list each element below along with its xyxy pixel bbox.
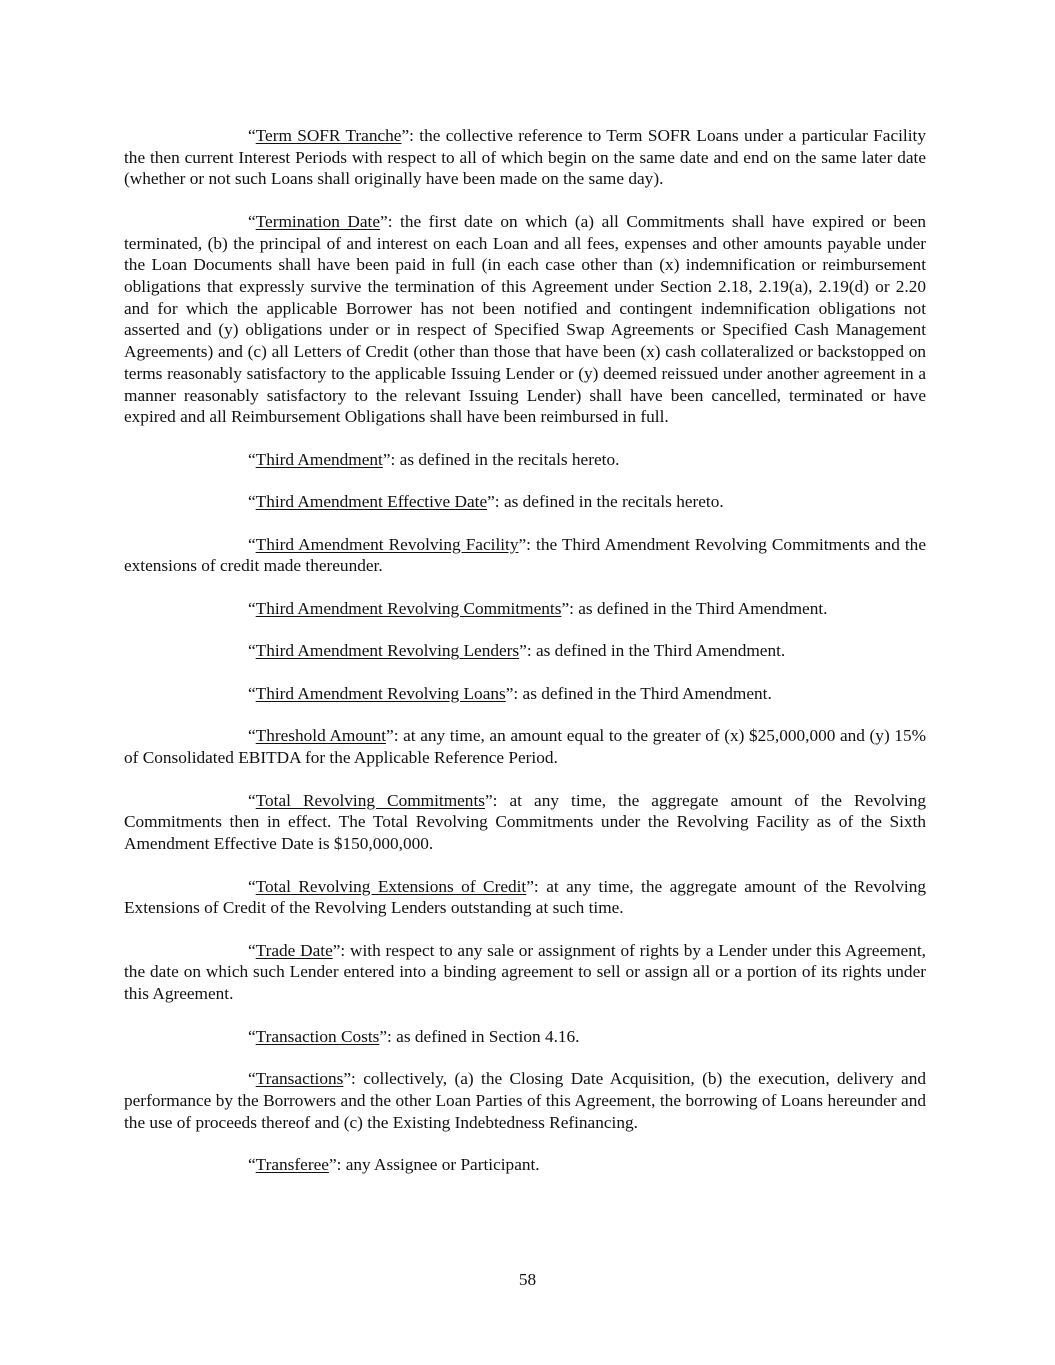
definition-third-amendment-revolving-lenders: “Third Amendment Revolving Lenders”: as defined in the Third Amendment.	[248, 641, 786, 661]
defined-term: Threshold Amount	[255, 726, 387, 746]
definition-text: as defined in the Third Amendment.	[578, 598, 828, 618]
definition-threshold-amount: “Threshold Amount”: at any time, an amount equal to the greater of (x) $25,000,000 and (y) 15% of Consolidated EBITDA for the Applicable Reference Period.	[124, 726, 926, 768]
definition-third-amendment: “Third Amendment”: as defined in the recitals hereto.	[248, 449, 620, 469]
defined-term: Transactions	[255, 1069, 344, 1089]
definition-text: as defined in the recitals hereto.	[399, 449, 620, 469]
defined-term: Third Amendment Effective Date	[255, 492, 488, 512]
defined-term: Third Amendment Revolving Facility	[255, 534, 519, 554]
definition-trade-date: “Trade Date”: with respect to any sale or assignment of rights by a Lender under this Agreement, the date on which such Lender entered into a binding agreement to sell or assign all or a portion of its rights under this Agreement.	[124, 940, 926, 1004]
definition-text: as defined in the Third Amendment.	[535, 641, 786, 661]
definition-text: at any time, the aggregate amount of the Revolving Extensions of Credit of the Revolving Lenders outstanding at such time.	[124, 876, 927, 918]
definition-text: as defined in the Third Amendment.	[522, 683, 772, 703]
definition-transactions: “Transactions”: collectively, (a) the Closing Date Acquisition, (b) the execution, delivery and performance by the Borrowers and the other Loan Parties of this Agreement, the borrowing of Loans hereunder and the use of proceeds thereof and (c) the Existing Indebtedness Refinancing.	[124, 1069, 926, 1132]
defined-term: Third Amendment Revolving Loans	[255, 683, 506, 703]
defined-term: Third Amendment Revolving Lenders	[255, 641, 520, 661]
definition-text: collectively, (a) the Closing Date Acquisition, (b) the execution, delivery and performance by the Borrowers and the other Loan Parties of this Agreement, the borrowing of Loans hereunder and the use of proceeds thereof and (c) the Existing Indebtedness Refinancing.	[124, 1069, 926, 1132]
page-number: 58	[518, 1270, 537, 1289]
definition-text: with respect to any sale or assignment of rights by a Lender under this Agreement, the date on which such Lender entered into a binding agreement to sell or assign all or a portion of its rights under this Agreement.	[124, 940, 926, 1004]
definition-term-sofr-tranche: “Term SOFR Tranche”: the collective reference to Term SOFR Loans under a particular Facility the then current Interest Periods with respect to all of which begin on the same date and end on the same later date (whether or not such Loans shall originally have been made on the same day).	[124, 126, 926, 189]
defined-term: Termination Date	[255, 211, 381, 231]
definition-text: the collective reference to Term SOFR Loans under a particular Facility the then current Interest Periods with respect to all of which begin on the same date and end on the same later date (whether or not such Loans shall originally have been made on the same day).	[124, 126, 926, 189]
defined-term: Transaction Costs	[255, 1026, 380, 1046]
definition-third-amendment-revolving-commitments: “Third Amendment Revolving Commitments”: as defined in the Third Amendment.	[248, 598, 828, 618]
defined-term: Third Amendment	[255, 449, 383, 469]
defined-term: Transferee	[255, 1155, 329, 1175]
definition-transferee: “Transferee”: any Assignee or Participant.	[248, 1155, 540, 1175]
definitions-list	[124, 125, 926, 1197]
defined-term: Total Revolving Commitments	[255, 790, 485, 810]
defined-term: Trade Date	[255, 940, 333, 960]
definition-text: the first date on which (a) all Commitments shall have expired or been terminated, (b) the principal of and interest on each Loan and all fees, expenses and other amounts payable under the Loan Documents shall have been paid in full (in each case other than (x) indemnification or reimbursement obligations that expressly survive the termination of this Agreement under Section 2.18, 2.19(a), 2.19(d) or 2.20 and for which the applicable Borrower has not been notified and contingent indemnification obligations not asserted and (y) obligations under or in respect of Specified Swap Agreements or Specified Cash Management Agreements) and (c) all Letters of Credit (other than those that have been (x) cash collateralized or backstopped on terms reasonably satisfactory to the applicable Issuing Lender or (y) deemed reissued under another agreement in a manner reasonably satisfactory to the relevant Issuing Lender) shall have been cancelled, terminated or have expired and all Reimbursement Obligations shall have been reimbursed in full.	[124, 211, 926, 427]
defined-term: Term SOFR Tranche	[255, 126, 402, 145]
definition-text: as defined in the recitals hereto.	[503, 492, 724, 512]
definition-text: any Assignee or Participant.	[345, 1155, 540, 1175]
defined-term: Total Revolving Extensions of Credit	[255, 876, 527, 896]
defined-term: Third Amendment Revolving Commitments	[255, 598, 562, 618]
definition-total-revolving-commitments: “Total Revolving Commitments”: at any time, the aggregate amount of the Revolving Commitments then in effect. The Total Revolving Commitments under the Revolving Facility as of the Sixth Amendment Effective Date is $150,000,000.	[124, 790, 927, 854]
definition-text: at any time, the aggregate amount of the Revolving Commitments then in effect. The Total Revolving Commitments under the Revolving Facility as of the Sixth Amendment Effective Date is $150,000,000.	[124, 790, 927, 854]
definition-total-revolving-extensions-of-credit: “Total Revolving Extensions of Credit”: at any time, the aggregate amount of the Revolving Extensions of Credit of the Revolving Lenders outstanding at such time.	[124, 876, 927, 918]
definition-text: at any time, an amount equal to the greater of (x) $25,000,000 and (y) 15% of Consolidated EBITDA for the Applicable Reference Period.	[124, 726, 926, 768]
definition-text: the Third Amendment Revolving Commitments and the extensions of credit made thereunder.	[124, 534, 926, 576]
definition-transaction-costs: “Transaction Costs”: as defined in Section 4.16.	[248, 1026, 580, 1046]
definition-third-amendment-effective-date: “Third Amendment Effective Date”: as defined in the recitals hereto.	[248, 492, 724, 512]
definition-termination-date: “Termination Date”: the first date on which (a) all Commitments shall have expired or been terminated, (b) the principal of and interest on each Loan and all fees, expenses and other amounts payable under the Loan Documents shall have been paid in full (in each case other than (x) indemnification or reimbursement obligations that expressly survive the termination of this Agreement under Section 2.18, 2.19(a), 2.19(d) or 2.20 and for which the applicable Borrower has not been notified and contingent indemnification obligations not asserted and (y) obligations under or in respect of Specified Swap Agreements or Specified Cash Management Agreements) and (c) all Letters of Credit (other than those that have been (x) cash collateralized or backstopped on terms reasonably satisfactory to the applicable Issuing Lender or (y) deemed reissued under another agreement in a manner reasonably satisfactory to the relevant Issuing Lender) shall have been cancelled, terminated or have expired and all Reimbursement Obligations shall have been reimbursed in full.	[124, 211, 926, 427]
definition-third-amendment-revolving-loans: “Third Amendment Revolving Loans”: as defined in the Third Amendment.	[248, 683, 772, 703]
definition-text: as defined in Section 4.16.	[396, 1026, 580, 1046]
definition-third-amendment-revolving-facility: “Third Amendment Revolving Facility”: the Third Amendment Revolving Commitments and the extensions of credit made thereunder.	[124, 534, 926, 576]
